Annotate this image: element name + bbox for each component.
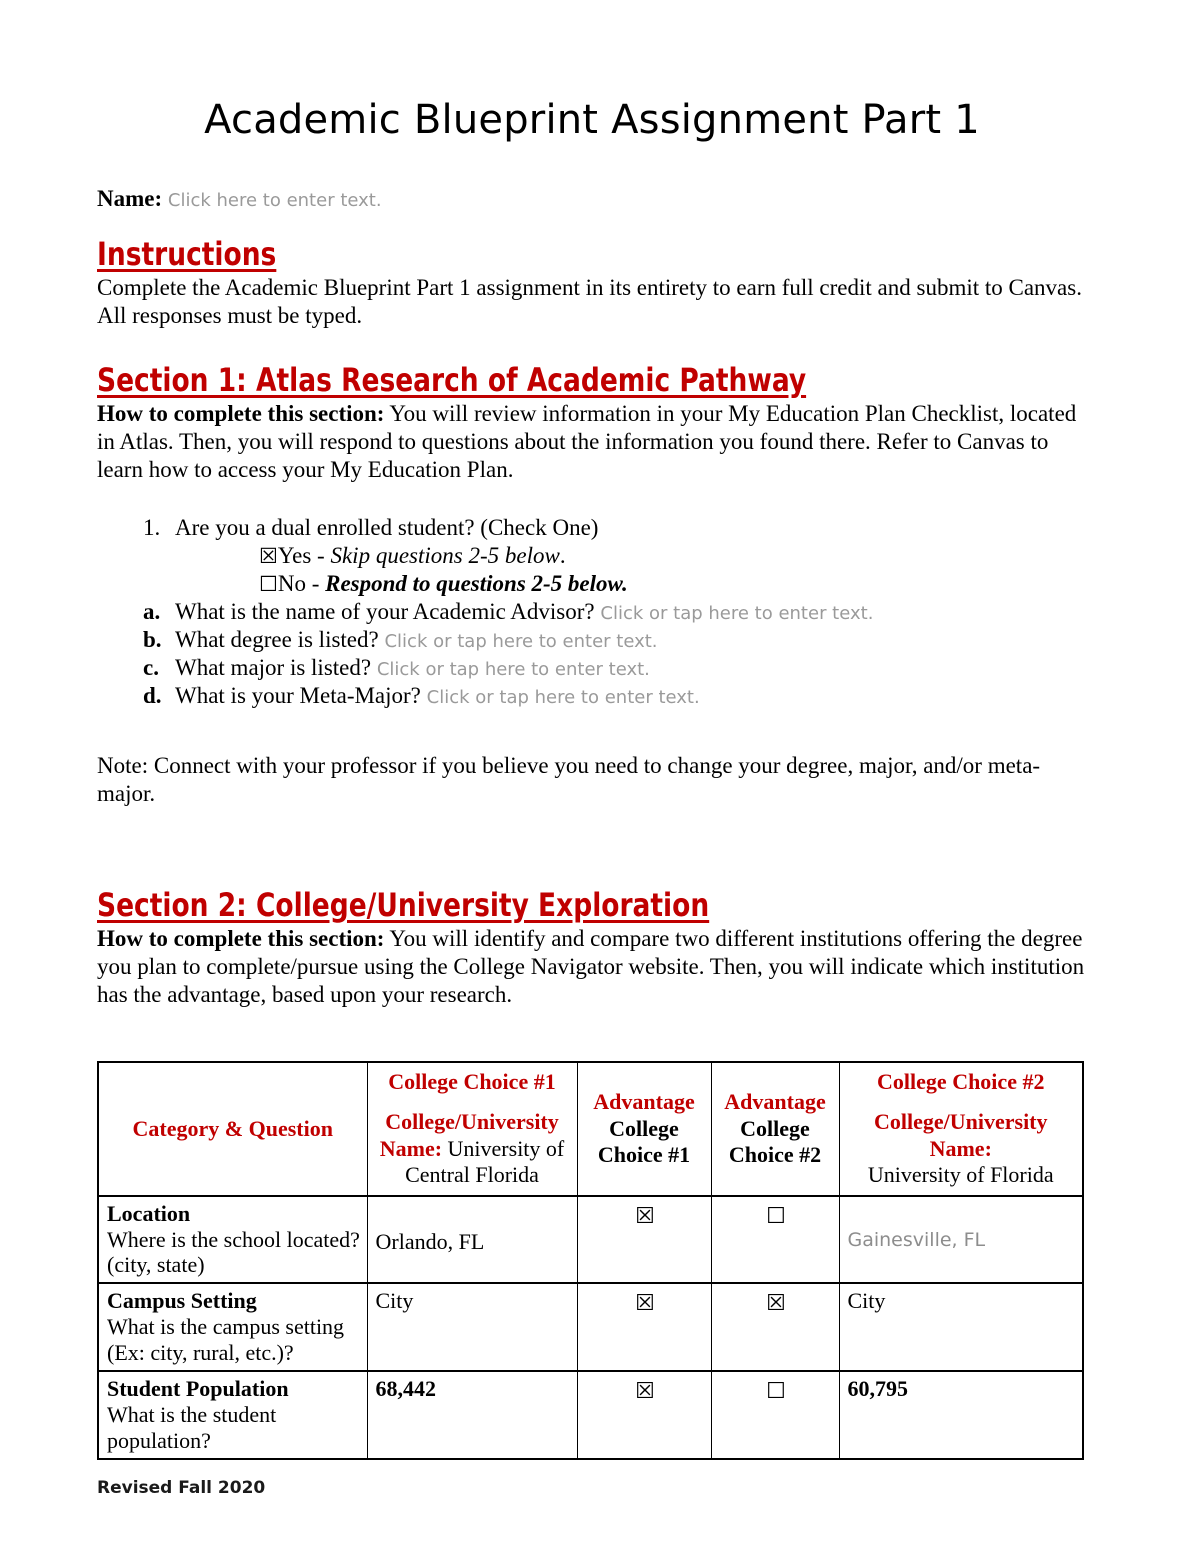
question-d-text: What is your Meta-Major? [175, 683, 421, 709]
question-b-input-placeholder[interactable]: Click or tap here to enter text. [384, 631, 658, 653]
row-location-choice1[interactable] [367, 1196, 577, 1284]
checkbox-no-hint: Respond to questions 2-5 below. [325, 570, 628, 596]
document-content [97, 0, 1087, 1498]
row-campus-advantage1[interactable] [577, 1283, 711, 1371]
question-c [97, 654, 1087, 682]
header-choice-1-name-label: College/University Name: [379, 1109, 559, 1161]
section1-note: Note: Connect with your professor if you believe you need to change your degree, major, and/or meta-major. [97, 753, 1041, 807]
table-row [98, 1371, 1083, 1459]
question-c-marker: c. [143, 655, 159, 681]
instructions-heading: Instructions [97, 235, 277, 274]
header-advantage-1 [577, 1062, 711, 1196]
question-d-input-placeholder[interactable]: Click or tap here to enter text. [426, 687, 700, 709]
checkbox-option-yes[interactable] [97, 542, 1087, 570]
checkbox-option-no[interactable] [97, 570, 1087, 598]
question-a [97, 598, 1087, 626]
checkbox-icon[interactable]: ☒ [635, 1291, 655, 1317]
header-advantage-2-label: Advantage [724, 1089, 826, 1115]
section1-heading: Section 1: Atlas Research of Academic Pathway [97, 361, 807, 400]
row-population-choice2[interactable] [839, 1371, 1083, 1459]
row-population-advantage2[interactable] [711, 1371, 839, 1459]
section1-question-list [97, 514, 1087, 710]
row-population-choice1-value: 68,442 [375, 1376, 436, 1402]
row-location-question: Where is the school located? (city, state) [107, 1226, 360, 1278]
question-a-text: What is the name of your Academic Advisor? [175, 599, 595, 624]
row-location-choice1-value: Orlando, FL [375, 1228, 485, 1254]
section2-howto-body: You will identify and compare two different institutions offering the degree you plan to complete/pursue using the College Navigator website. Then, you will indicate which institution has the advantage, based upon your research. [97, 925, 1085, 1007]
name-field-row [97, 186, 1087, 212]
header-choice-2-title: College Choice #2 [877, 1069, 1045, 1095]
header-advantage-1-label: Advantage [593, 1089, 695, 1115]
checkbox-icon[interactable]: ☒ [635, 1379, 655, 1405]
checkbox-icon[interactable]: ☐ [766, 1379, 786, 1405]
name-label: Name: [97, 186, 163, 211]
header-advantage-2-sub: College Choice #2 [728, 1115, 822, 1167]
row-campus-choice2-value: City [847, 1288, 886, 1314]
row-population-category [98, 1371, 367, 1459]
header-choice-1-name-value: University of Central Florida [405, 1135, 565, 1188]
row-population-advantage1[interactable] [577, 1371, 711, 1459]
header-choice-2-name-value: University of Florida [867, 1162, 1054, 1188]
question-a-marker: a. [143, 599, 161, 624]
row-location-title: Location [107, 1200, 191, 1226]
checkbox-yes-tail: . [559, 542, 566, 568]
instructions-body: Complete the Academic Blueprint Part 1 assignment in its entirety to earn full credit and submit to Canvas. All responses must be typed. [97, 275, 1082, 329]
checkbox-no-label: No - [277, 570, 326, 596]
table-header-row [98, 1062, 1083, 1196]
page-footer: Revised Fall 2020 [97, 1478, 266, 1499]
question-1-text: Are you a dual enrolled student? (Check One) [175, 514, 599, 540]
row-location-advantage2[interactable] [711, 1196, 839, 1284]
question-b [97, 626, 1087, 654]
row-campus-category [98, 1283, 367, 1371]
header-choice-2-name-label: College/University Name: [873, 1109, 1048, 1161]
row-location-category [98, 1196, 367, 1284]
checkbox-yes-icon[interactable]: ☒ [259, 543, 278, 568]
row-campus-choice2[interactable] [839, 1283, 1083, 1371]
row-campus-title: Campus Setting [107, 1288, 257, 1314]
question-c-text: What major is listed? [175, 655, 372, 681]
row-population-choice2-value: 60,795 [847, 1376, 908, 1402]
checkbox-icon[interactable]: ☐ [766, 1203, 786, 1229]
checkbox-icon[interactable]: ☒ [766, 1291, 786, 1317]
checkbox-icon[interactable]: ☒ [635, 1203, 655, 1229]
header-choice-1 [367, 1062, 577, 1196]
section1-howto-label: How to complete this section: [97, 400, 385, 426]
college-comparison-table [97, 1061, 1084, 1460]
section1-howto-body: You will review information in your My Education Plan Checklist, located in Atlas. Then, you will respond to questions about the information you found there. Refer to Canvas to learn how to access your My Education Plan. [97, 400, 1077, 482]
row-location-advantage1[interactable] [577, 1196, 711, 1284]
spacer [97, 831, 1087, 889]
row-location-choice2-value: Gainesville, FL [847, 1228, 986, 1251]
section1-howto [97, 400, 1087, 484]
question-c-input-placeholder[interactable]: Click or tap here to enter text. [376, 659, 650, 681]
table-row [98, 1283, 1083, 1371]
checkbox-no-icon[interactable]: ☐ [259, 571, 278, 596]
row-population-question: What is the student population? [107, 1402, 277, 1454]
header-advantage-2 [711, 1062, 839, 1196]
question-1-marker: 1. [143, 514, 161, 540]
header-category-label: Category & Question [132, 1115, 333, 1141]
question-b-marker: b. [143, 627, 162, 653]
header-choice-2 [839, 1062, 1083, 1196]
question-a-input-placeholder[interactable]: Click or tap here to enter text. [600, 603, 874, 624]
row-campus-choice1-value: City [375, 1288, 414, 1314]
header-advantage-1-sub: College Choice #1 [597, 1115, 691, 1167]
row-population-choice1[interactable] [367, 1371, 577, 1459]
question-b-text: What degree is listed? [175, 627, 379, 653]
question-d [97, 682, 1087, 710]
page-title: Academic Blueprint Assignment Part 1 [204, 97, 980, 143]
checkbox-yes-hint: Skip questions 2-5 below [330, 542, 560, 568]
table-row [98, 1196, 1083, 1284]
checkbox-yes-label: Yes - [277, 542, 331, 568]
row-campus-question: What is the campus setting (Ex: city, rural, etc.)? [107, 1314, 345, 1366]
section2-howto-label: How to complete this section: [97, 925, 385, 951]
name-input-placeholder[interactable]: Click here to enter text. [167, 190, 382, 211]
section2-howto [97, 925, 1087, 1009]
question-d-marker: d. [143, 683, 162, 709]
question-1 [97, 514, 1087, 542]
row-location-choice2[interactable] [839, 1196, 1083, 1284]
row-campus-choice1[interactable] [367, 1283, 577, 1371]
header-choice-1-title: College Choice #1 [388, 1069, 556, 1095]
row-campus-advantage2[interactable] [711, 1283, 839, 1371]
header-category [98, 1062, 367, 1196]
spacer [97, 484, 1087, 514]
section2-heading: Section 2: College/University Exploration [97, 886, 710, 925]
row-population-title: Student Population [107, 1376, 289, 1402]
